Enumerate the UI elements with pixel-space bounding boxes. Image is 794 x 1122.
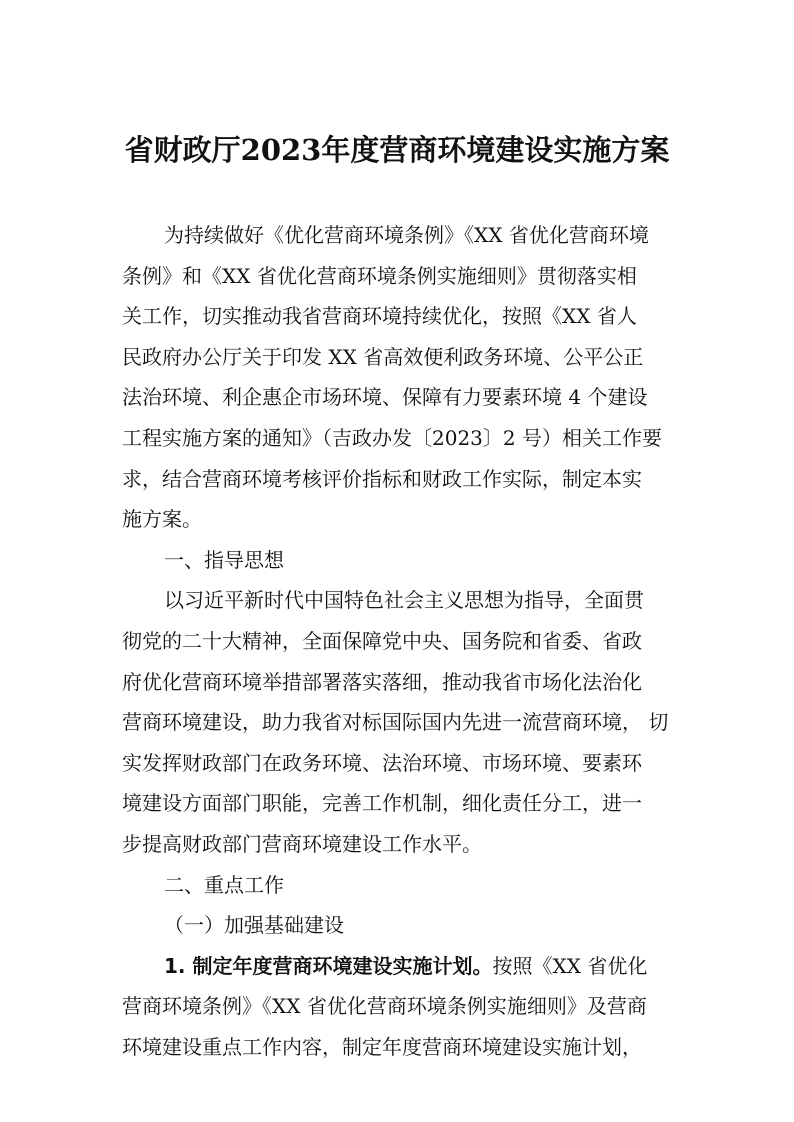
item-1-bold-lead: 1. 制定年度营商环境建设实施计划。 <box>164 953 493 978</box>
paragraph-ideology-line-6: 境建设方面部门职能，完善工作机制，细化责任分工，进一 <box>122 791 642 816</box>
paragraph-item-1-line-2: 营商环境条例》《XX 省优化营商环境条例实施细则》及营商 <box>122 994 647 1019</box>
section-heading-guiding-ideology: 一、指导思想 <box>164 547 284 572</box>
paragraph-ideology-line-7: 步提高财政部门营商环境建设工作水平。 <box>122 831 482 856</box>
paragraph-intro-line-7: 求，结合营商环境考核评价指标和财政工作实际，制定本实 <box>122 466 642 491</box>
paragraph-intro-line-5: 法治环境、利企惠企市场环境、保障有力要素环境 4 个建设 <box>122 385 648 410</box>
paragraph-intro-line-4: 民政府办公厅关于印发 XX 省高效便利政务环境、公平公正 <box>122 344 644 369</box>
document-body <box>122 215 692 1067</box>
section-heading-key-work: 二、重点工作 <box>164 872 284 897</box>
paragraph-intro-line-1: 为持续做好《优化营商环境条例》《XX 省优化营商环境 <box>164 223 649 247</box>
subsection-heading-foundation: （一）加强基础建设 <box>164 913 344 938</box>
paragraph-item-1-line-1 <box>122 946 692 987</box>
paragraph-ideology-line-4: 营商环境建设，助力我省对标国际国内先进一流营商环境， 切 <box>122 710 669 735</box>
item-1-text: 按照《XX 省优化 <box>492 953 648 978</box>
paragraph-intro-line-2: 条例》和《XX 省优化营商环境条例实施细则》贯彻落实相 <box>122 263 637 288</box>
document-title: 省财政厅2023年度营商环境建设实施方案 <box>124 133 670 167</box>
paragraph-ideology-line-3: 府优化营商环境举措部署落实落细，推动我省市场化法治化 <box>122 669 642 694</box>
paragraph-item-1-line-3: 环境建设重点工作内容，制定年度营商环境建设实施计划， <box>122 1034 642 1059</box>
paragraph-intro-line-3: 关工作，切实推动我省营商环境持续优化，按照《XX 省人 <box>122 304 637 329</box>
paragraph-ideology-line-5: 实发挥财政部门在政务环境、法治环境、市场环境、要素环 <box>122 750 642 775</box>
paragraph-intro-line-6: 工程实施方案的通知》（吉政办发〔2023〕2 号）相关工作要 <box>122 425 662 450</box>
paragraph-ideology-line-1: 以习近平新时代中国特色社会主义思想为指导，全面贯 <box>164 588 644 613</box>
paragraph-ideology-line-2: 彻党的二十大精神，全面保障党中央、国务院和省委、省政 <box>122 628 642 653</box>
paragraph-intro-line-8: 施方案。 <box>122 507 202 532</box>
